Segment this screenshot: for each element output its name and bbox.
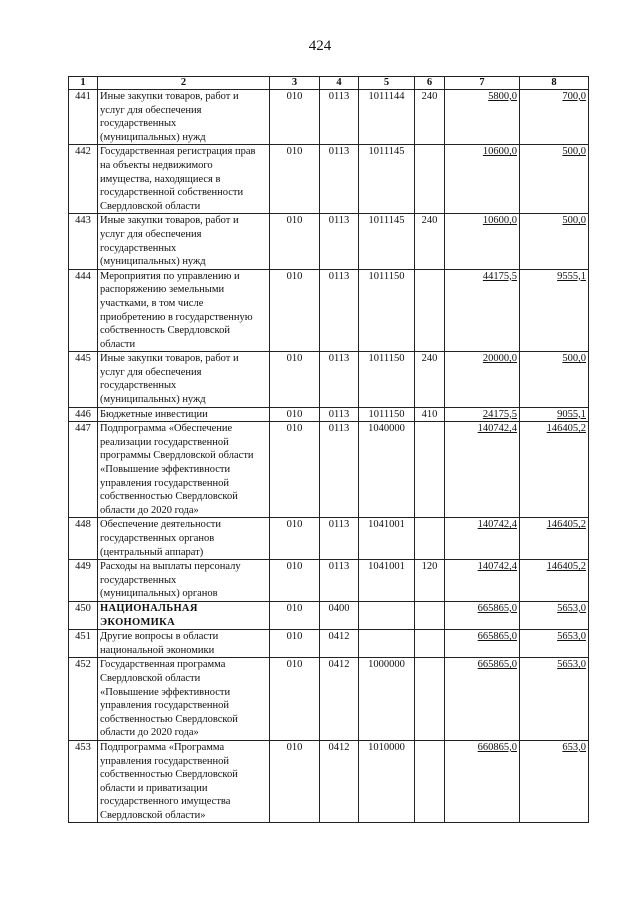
table-row bbox=[69, 630, 589, 658]
ministry-code-cell: 010 bbox=[270, 407, 320, 422]
ministry-code-cell: 010 bbox=[270, 518, 320, 560]
table-row bbox=[69, 422, 589, 518]
amount-value: 665865,0 bbox=[477, 631, 517, 643]
row-name-cell: Другие вопросы в области национальной экономики bbox=[98, 630, 270, 658]
column-header: 2 bbox=[98, 77, 270, 90]
table-row bbox=[69, 145, 589, 214]
row-name-cell: Обеспечение деятельности государственных органов (центральный аппарат) bbox=[98, 518, 270, 560]
expense-type-cell: 120 bbox=[415, 560, 445, 602]
target-code-cell: 1011150 bbox=[359, 352, 415, 407]
target-code-cell: 1041001 bbox=[359, 518, 415, 560]
row-name-cell: Иные закупки товаров, работ и услуг для обеспечения государственных (муниципальных) нужд bbox=[98, 90, 270, 145]
amount-2014-cell bbox=[445, 145, 520, 214]
amount-2014-cell bbox=[445, 601, 520, 629]
section-code-cell: 0113 bbox=[320, 560, 359, 602]
target-code-cell bbox=[359, 630, 415, 658]
column-header: 1 bbox=[69, 77, 98, 90]
target-code-cell: 1010000 bbox=[359, 740, 415, 823]
ministry-code-cell: 010 bbox=[270, 145, 320, 214]
table-row bbox=[69, 740, 589, 823]
target-code-cell: 1011150 bbox=[359, 407, 415, 422]
table-body bbox=[69, 90, 589, 823]
page-number: 424 bbox=[308, 38, 332, 54]
ministry-code-cell: 010 bbox=[270, 269, 320, 352]
expense-type-cell: 240 bbox=[415, 214, 445, 269]
amount-value: 5800,0 bbox=[488, 91, 517, 102]
column-header: 6 bbox=[415, 77, 445, 90]
row-number-cell: 448 bbox=[69, 518, 98, 560]
amount-value: 10600,0 bbox=[482, 146, 517, 158]
amount-value: 653,0 bbox=[562, 741, 586, 753]
row-number-cell: 453 bbox=[69, 740, 98, 823]
table-row bbox=[69, 601, 589, 629]
row-name-cell: Подпрограмма «Обеспечение реализации государственной программы Свердловской области «Повышение эффективности управления государственной собственностью Свердловской области до 2020 года» bbox=[98, 422, 270, 518]
table-row bbox=[69, 90, 589, 145]
amount-value: 700,0 bbox=[562, 91, 586, 102]
amount-2014-cell bbox=[445, 740, 520, 823]
amount-value: 500,0 bbox=[562, 215, 586, 227]
table-row bbox=[69, 352, 589, 407]
expense-type-cell bbox=[415, 658, 445, 741]
table-row bbox=[69, 214, 589, 269]
amount-value: 140742,4 bbox=[477, 423, 517, 435]
target-code-cell: 1011145 bbox=[359, 145, 415, 214]
row-name-cell: Бюджетные инвестиции bbox=[98, 407, 270, 422]
expense-type-cell: 240 bbox=[415, 90, 445, 145]
target-code-cell: 1041001 bbox=[359, 560, 415, 602]
amount-value: 44175,5 bbox=[482, 270, 517, 282]
expense-type-cell bbox=[415, 269, 445, 352]
ministry-code-cell: 010 bbox=[270, 352, 320, 407]
column-header: 4 bbox=[320, 77, 359, 90]
table-row bbox=[69, 658, 589, 741]
amount-2014-cell bbox=[445, 422, 520, 518]
amount-2015-cell bbox=[520, 630, 589, 658]
expense-type-cell bbox=[415, 145, 445, 214]
ministry-code-cell: 010 bbox=[270, 740, 320, 823]
amount-value: 146405,2 bbox=[546, 561, 586, 573]
section-code-cell: 0113 bbox=[320, 145, 359, 214]
amount-value: 20000,0 bbox=[482, 353, 517, 365]
row-number-cell: 447 bbox=[69, 422, 98, 518]
section-code-cell: 0113 bbox=[320, 269, 359, 352]
column-header: 8 bbox=[520, 77, 589, 90]
amount-2015-cell bbox=[520, 407, 589, 422]
amount-2014-cell bbox=[445, 658, 520, 741]
amount-value: 665865,0 bbox=[477, 659, 517, 671]
amount-2015-cell bbox=[520, 214, 589, 269]
amount-2015-cell bbox=[520, 352, 589, 407]
amount-2014-cell bbox=[445, 630, 520, 658]
expense-type-cell: 240 bbox=[415, 352, 445, 407]
row-number-cell: 442 bbox=[69, 145, 98, 214]
amount-value: 5653,0 bbox=[557, 602, 586, 614]
expense-type-cell bbox=[415, 630, 445, 658]
column-header: 5 bbox=[359, 77, 415, 90]
row-number-cell: 441 bbox=[69, 90, 98, 145]
amount-value: 24175,5 bbox=[482, 408, 517, 420]
ministry-code-cell: 010 bbox=[270, 601, 320, 629]
expense-type-cell bbox=[415, 518, 445, 560]
section-code-cell: 0113 bbox=[320, 407, 359, 422]
amount-value: 146405,2 bbox=[546, 519, 586, 531]
row-number-cell: 443 bbox=[69, 214, 98, 269]
amount-value: 5653,0 bbox=[557, 631, 586, 643]
target-code-cell: 1000000 bbox=[359, 658, 415, 741]
amount-2015-cell bbox=[520, 601, 589, 629]
section-code-cell: 0113 bbox=[320, 518, 359, 560]
amount-2015-cell bbox=[520, 269, 589, 352]
amount-2014-cell bbox=[445, 518, 520, 560]
amount-2015-cell bbox=[520, 422, 589, 518]
row-name-cell: Расходы на выплаты персоналу государственных (муниципальных) органов bbox=[98, 560, 270, 602]
column-header: 7 bbox=[445, 77, 520, 90]
amount-value: 140742,4 bbox=[477, 519, 517, 531]
row-number-cell: 449 bbox=[69, 560, 98, 602]
expense-type-cell: 410 bbox=[415, 407, 445, 422]
amount-value: 9555,1 bbox=[557, 270, 586, 282]
target-code-cell: 1040000 bbox=[359, 422, 415, 518]
target-code-cell: 1011144 bbox=[359, 90, 415, 145]
row-name-cell: Государственная регистрация прав на объекты недвижимого имущества, находящиеся в государственной собственности Свердловской области bbox=[98, 145, 270, 214]
amount-value: 665865,0 bbox=[477, 602, 517, 614]
ministry-code-cell: 010 bbox=[270, 214, 320, 269]
expense-type-cell bbox=[415, 422, 445, 518]
target-code-cell: 1011145 bbox=[359, 214, 415, 269]
amount-value: 9055,1 bbox=[557, 408, 586, 420]
ministry-code-cell: 010 bbox=[270, 658, 320, 741]
section-code-cell: 0412 bbox=[320, 630, 359, 658]
table-header-row bbox=[69, 77, 589, 90]
target-code-cell: 1011150 bbox=[359, 269, 415, 352]
ministry-code-cell: 010 bbox=[270, 630, 320, 658]
section-code-cell: 0400 bbox=[320, 601, 359, 629]
section-code-cell: 0412 bbox=[320, 658, 359, 741]
amount-2015-cell bbox=[520, 740, 589, 823]
amount-2014-cell bbox=[445, 560, 520, 602]
row-number-cell: 445 bbox=[69, 352, 98, 407]
row-number-cell: 444 bbox=[69, 269, 98, 352]
table-row bbox=[69, 518, 589, 560]
section-code-cell: 0412 bbox=[320, 740, 359, 823]
ministry-code-cell: 010 bbox=[270, 422, 320, 518]
row-name-cell: Государственная программа Свердловской области «Повышение эффективности управления государственной собственностью Свердловской области до 2020 года» bbox=[98, 658, 270, 741]
amount-value: 146405,2 bbox=[546, 423, 586, 435]
expense-type-cell bbox=[415, 740, 445, 823]
section-code-cell: 0113 bbox=[320, 214, 359, 269]
table-row bbox=[69, 560, 589, 602]
budget-table bbox=[68, 76, 589, 823]
amount-value: 10600,0 bbox=[482, 215, 517, 227]
amount-2015-cell bbox=[520, 560, 589, 602]
section-code-cell: 0113 bbox=[320, 422, 359, 518]
row-name-cell: Мероприятия по управлению и распоряжению земельными участками, в том числе приобретению в государственную собственность Свердловской области bbox=[98, 269, 270, 352]
amount-2015-cell bbox=[520, 658, 589, 741]
section-code-cell: 0113 bbox=[320, 90, 359, 145]
section-code-cell: 0113 bbox=[320, 352, 359, 407]
amount-2014-cell bbox=[445, 269, 520, 352]
amount-value: 5653,0 bbox=[557, 659, 586, 671]
amount-2015-cell bbox=[520, 145, 589, 214]
target-code-cell bbox=[359, 601, 415, 629]
amount-value: 500,0 bbox=[562, 146, 586, 158]
amount-2014-cell bbox=[445, 407, 520, 422]
row-number-cell: 451 bbox=[69, 630, 98, 658]
amount-2015-cell bbox=[520, 518, 589, 560]
amount-value: 660865,0 bbox=[477, 741, 517, 753]
amount-value: 140742,4 bbox=[477, 561, 517, 573]
amount-2015-cell bbox=[520, 90, 589, 145]
ministry-code-cell: 010 bbox=[270, 90, 320, 145]
table-row bbox=[69, 407, 589, 422]
row-number-cell: 450 bbox=[69, 601, 98, 629]
row-number-cell: 446 bbox=[69, 407, 98, 422]
amount-2014-cell bbox=[445, 90, 520, 145]
row-name-cell: НАЦИОНАЛЬНАЯ ЭКОНОМИКА bbox=[98, 601, 270, 629]
table-row bbox=[69, 269, 589, 352]
row-name-cell: Иные закупки товаров, работ и услуг для обеспечения государственных (муниципальных) нужд bbox=[98, 214, 270, 269]
row-number-cell: 452 bbox=[69, 658, 98, 741]
amount-2014-cell bbox=[445, 352, 520, 407]
expense-type-cell bbox=[415, 601, 445, 629]
column-header: 3 bbox=[270, 77, 320, 90]
amount-value: 500,0 bbox=[562, 353, 586, 365]
ministry-code-cell: 010 bbox=[270, 560, 320, 602]
row-name-cell: Подпрограмма «Программа управления государственной собственностью Свердловской области и приватизации государственного имущества Свердловской области» bbox=[98, 740, 270, 823]
row-name-cell: Иные закупки товаров, работ и услуг для обеспечения государственных (муниципальных) нужд bbox=[98, 352, 270, 407]
amount-2014-cell bbox=[445, 214, 520, 269]
